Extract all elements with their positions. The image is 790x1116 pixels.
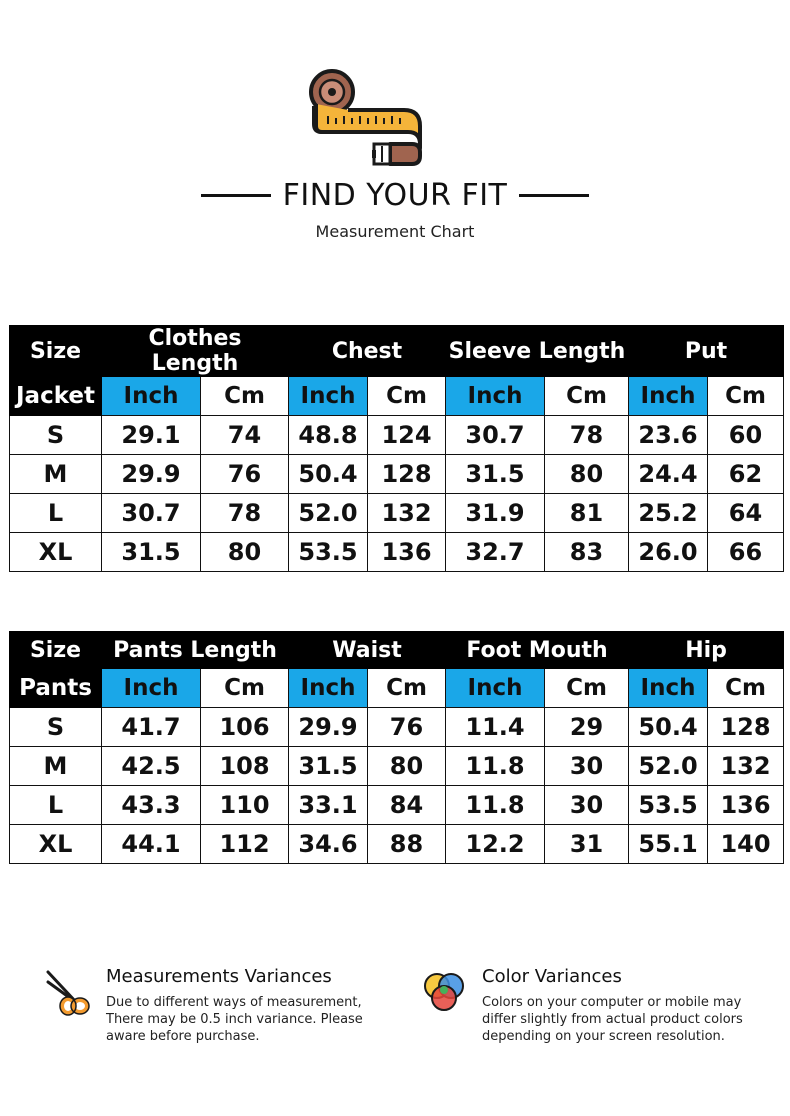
group-header: Hip xyxy=(629,632,784,669)
pants-size-table xyxy=(9,631,784,864)
value-cell: 53.5 xyxy=(629,786,708,825)
table-row xyxy=(10,747,784,786)
value-cell: 52.0 xyxy=(289,494,368,533)
value-cell: 24.4 xyxy=(629,455,708,494)
page-header xyxy=(0,0,790,260)
value-cell: 136 xyxy=(368,533,446,572)
table-row xyxy=(10,416,784,455)
group-header: Chest xyxy=(289,326,446,377)
page-subtitle: Measurement Chart xyxy=(315,222,475,241)
value-cell: 29 xyxy=(545,708,629,747)
garment-label: Jacket xyxy=(10,377,102,416)
unit-cm-header: Cm xyxy=(545,669,629,708)
value-cell: 80 xyxy=(368,747,446,786)
unit-inch-header: Inch xyxy=(102,377,201,416)
value-cell: 30.7 xyxy=(102,494,201,533)
unit-cm-header: Cm xyxy=(368,377,446,416)
value-cell: 30 xyxy=(545,747,629,786)
size-cell: M xyxy=(10,747,102,786)
value-cell: 78 xyxy=(201,494,289,533)
title-row xyxy=(0,178,790,213)
value-cell: 53.5 xyxy=(289,533,368,572)
size-header: Size xyxy=(10,632,102,669)
value-cell: 33.1 xyxy=(289,786,368,825)
value-cell: 31.5 xyxy=(289,747,368,786)
value-cell: 140 xyxy=(708,825,784,864)
value-cell: 62 xyxy=(708,455,784,494)
table-row xyxy=(10,455,784,494)
value-cell: 108 xyxy=(201,747,289,786)
note-text xyxy=(106,994,406,1045)
value-cell: 48.8 xyxy=(289,416,368,455)
value-cell: 29.9 xyxy=(289,708,368,747)
value-cell: 128 xyxy=(708,708,784,747)
value-cell: 11.8 xyxy=(446,786,545,825)
title-rule-right xyxy=(519,194,589,197)
value-cell: 32.7 xyxy=(446,533,545,572)
value-cell: 50.4 xyxy=(289,455,368,494)
garment-label: Pants xyxy=(10,669,102,708)
value-cell: 81 xyxy=(545,494,629,533)
value-cell: 112 xyxy=(201,825,289,864)
value-cell: 50.4 xyxy=(629,708,708,747)
value-cell: 12.2 xyxy=(446,825,545,864)
table-row xyxy=(10,825,784,864)
value-cell: 84 xyxy=(368,786,446,825)
size-cell: L xyxy=(10,786,102,825)
unit-cm-header: Cm xyxy=(545,377,629,416)
group-header: Pants Length xyxy=(102,632,289,669)
note-line: depending on your screen resolution. xyxy=(482,1029,725,1044)
value-cell: 31.5 xyxy=(102,533,201,572)
value-cell: 42.5 xyxy=(102,747,201,786)
table-row xyxy=(10,533,784,572)
unit-inch-header: Inch xyxy=(446,377,545,416)
table-row xyxy=(10,786,784,825)
value-cell: 83 xyxy=(545,533,629,572)
size-cell: M xyxy=(10,455,102,494)
group-header: Sleeve Length xyxy=(446,326,629,377)
value-cell: 106 xyxy=(201,708,289,747)
value-cell: 52.0 xyxy=(629,747,708,786)
unit-inch-header: Inch xyxy=(629,377,708,416)
value-cell: 78 xyxy=(545,416,629,455)
value-cell: 11.8 xyxy=(446,747,545,786)
size-cell: S xyxy=(10,708,102,747)
value-cell: 80 xyxy=(545,455,629,494)
value-cell: 55.1 xyxy=(629,825,708,864)
note-line: differ slightly from actual product colors xyxy=(482,1012,743,1027)
value-cell: 30 xyxy=(545,786,629,825)
group-header: Clothes Length xyxy=(102,326,289,377)
table-row xyxy=(10,494,784,533)
size-cell: XL xyxy=(10,825,102,864)
unit-cm-header: Cm xyxy=(708,377,784,416)
value-cell: 29.1 xyxy=(102,416,201,455)
measuring-tape-icon xyxy=(308,66,428,168)
value-cell: 60 xyxy=(708,416,784,455)
value-cell: 128 xyxy=(368,455,446,494)
unit-inch-header: Inch xyxy=(289,377,368,416)
size-header: Size xyxy=(10,326,102,377)
value-cell: 34.6 xyxy=(289,825,368,864)
value-cell: 124 xyxy=(368,416,446,455)
value-cell: 11.4 xyxy=(446,708,545,747)
note-line: There may be 0.5 inch variance. Please xyxy=(106,1012,363,1027)
group-header: Waist xyxy=(289,632,446,669)
value-cell: 23.6 xyxy=(629,416,708,455)
scissors-icon xyxy=(44,968,92,1016)
unit-inch-header: Inch xyxy=(629,669,708,708)
value-cell: 64 xyxy=(708,494,784,533)
size-cell: XL xyxy=(10,533,102,572)
value-cell: 110 xyxy=(201,786,289,825)
unit-cm-header: Cm xyxy=(368,669,446,708)
value-cell: 76 xyxy=(368,708,446,747)
color-circles-icon xyxy=(420,968,468,1016)
value-cell: 76 xyxy=(201,455,289,494)
unit-inch-header: Inch xyxy=(102,669,201,708)
note-line: Due to different ways of measurement, xyxy=(106,995,362,1010)
value-cell: 31.9 xyxy=(446,494,545,533)
unit-inch-header: Inch xyxy=(446,669,545,708)
group-header: Put xyxy=(629,326,784,377)
value-cell: 31.5 xyxy=(446,455,545,494)
size-cell: L xyxy=(10,494,102,533)
note-line: Colors on your computer or mobile may xyxy=(482,995,742,1010)
value-cell: 66 xyxy=(708,533,784,572)
unit-cm-header: Cm xyxy=(201,377,289,416)
table-row xyxy=(10,708,784,747)
jacket-size-table xyxy=(9,325,784,572)
value-cell: 31 xyxy=(545,825,629,864)
value-cell: 43.3 xyxy=(102,786,201,825)
value-cell: 136 xyxy=(708,786,784,825)
value-cell: 132 xyxy=(368,494,446,533)
value-cell: 25.2 xyxy=(629,494,708,533)
value-cell: 132 xyxy=(708,747,784,786)
size-cell: S xyxy=(10,416,102,455)
group-header: Foot Mouth xyxy=(446,632,629,669)
value-cell: 30.7 xyxy=(446,416,545,455)
value-cell: 44.1 xyxy=(102,825,201,864)
unit-inch-header: Inch xyxy=(289,669,368,708)
note-text xyxy=(482,994,782,1045)
value-cell: 29.9 xyxy=(102,455,201,494)
unit-cm-header: Cm xyxy=(201,669,289,708)
value-cell: 88 xyxy=(368,825,446,864)
value-cell: 41.7 xyxy=(102,708,201,747)
title-rule-left xyxy=(201,194,271,197)
value-cell: 80 xyxy=(201,533,289,572)
page-title: FIND YOUR FIT xyxy=(282,178,508,213)
value-cell: 74 xyxy=(201,416,289,455)
value-cell: 26.0 xyxy=(629,533,708,572)
note-title: Measurements Variances xyxy=(106,966,332,987)
note-title: Color Variances xyxy=(482,966,622,987)
unit-cm-header: Cm xyxy=(708,669,784,708)
note-line: aware before purchase. xyxy=(106,1029,260,1044)
